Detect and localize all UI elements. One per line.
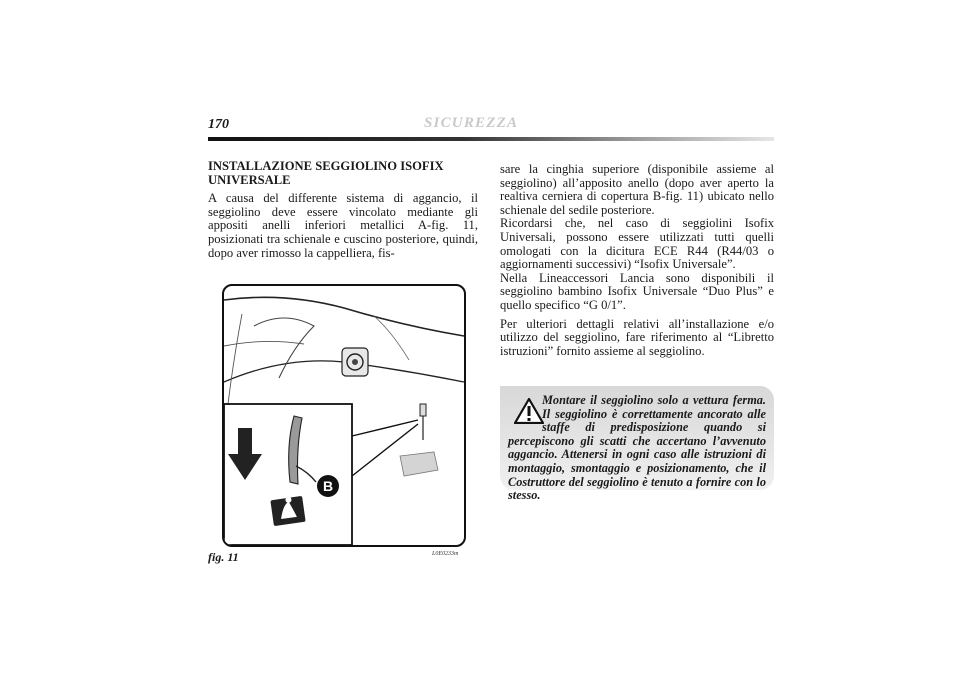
child-seat-icon [270,496,305,526]
seat-back-outline [224,297,464,336]
cover-panel [400,452,438,476]
figure-frame [222,284,466,547]
page-number: 170 [208,117,229,132]
right-column [500,163,774,363]
figure-caption: fig. 11 [208,550,239,564]
left-column [208,160,478,265]
seat-contour-right [374,316,409,360]
warning-text: Montare il seggiolino solo a vettura ferma. Il seggiolino è correttamente ancorato alle staffe di predisposizione quando si percepiscono gli scatti che accertano l’avvenuto aggancio. Attenersi in ogni caso alle istruzioni di montaggio, smontaggio e posizionamento, che il Costruttore del seggiolino è tenuto a fornire con lo stesso. [508,393,766,503]
heading-line-2: UNIVERSALE [208,172,291,187]
paragraph-3: Nella Lineaccessori Lancia sono disponibili il seggiolino bambino Isofix Universale “Duo Plus” e quello specifico “G 0/1”. [500,270,774,312]
paragraph-1: sare la cinghia superiore (disponibile assieme al seggiolino) all’apposito anello (dopo aver aperto la realtiva cerniera di copertura B-fig. 11) ubicato nello schienale del sedile posteriore. [500,162,774,217]
figure-code: L0E0233m [432,551,459,557]
section-title: SICUREZZA [424,115,519,131]
intro-paragraph: A causa del differente sistema di aggancio, il seggiolino deve essere vincolato mediante gli appositi anelli inferiori metallici A-fig. 11, posizionati tra schienale e cuscino posteriore, quindi, dopo aver rimosso la cappelliera, fis- [208,191,478,260]
isofix-seat-illustration [224,286,464,545]
paragraph-2: Ricordarsi che, nel caso di seggiolini Isofix Universali, possono essere utilizzati tutti quelli omologati con la dicitura ECE R44 (R44/03 o aggiornamenti successivi) “Isofix Universale”. [500,216,774,272]
callout-b-badge [317,475,339,497]
callout-b-label: B [322,478,334,494]
seat-contour [228,314,242,404]
warning-box [500,386,774,503]
section-heading [208,160,478,187]
pointer-line-1 [352,420,418,436]
header-rule [208,137,774,141]
anchor-pin-icon [420,404,426,440]
isofix-ring-icon [342,348,368,376]
paragraph-4: Per ulteriori dettagli relativi all’installazione e/o utilizzo del seggiolino, fare riferimento al “Libretto istruzioni” fornito assieme al seggiolino. [500,316,774,358]
heading-line-1: INSTALLAZIONE SEGGIOLINO ISOFIX [208,159,444,173]
